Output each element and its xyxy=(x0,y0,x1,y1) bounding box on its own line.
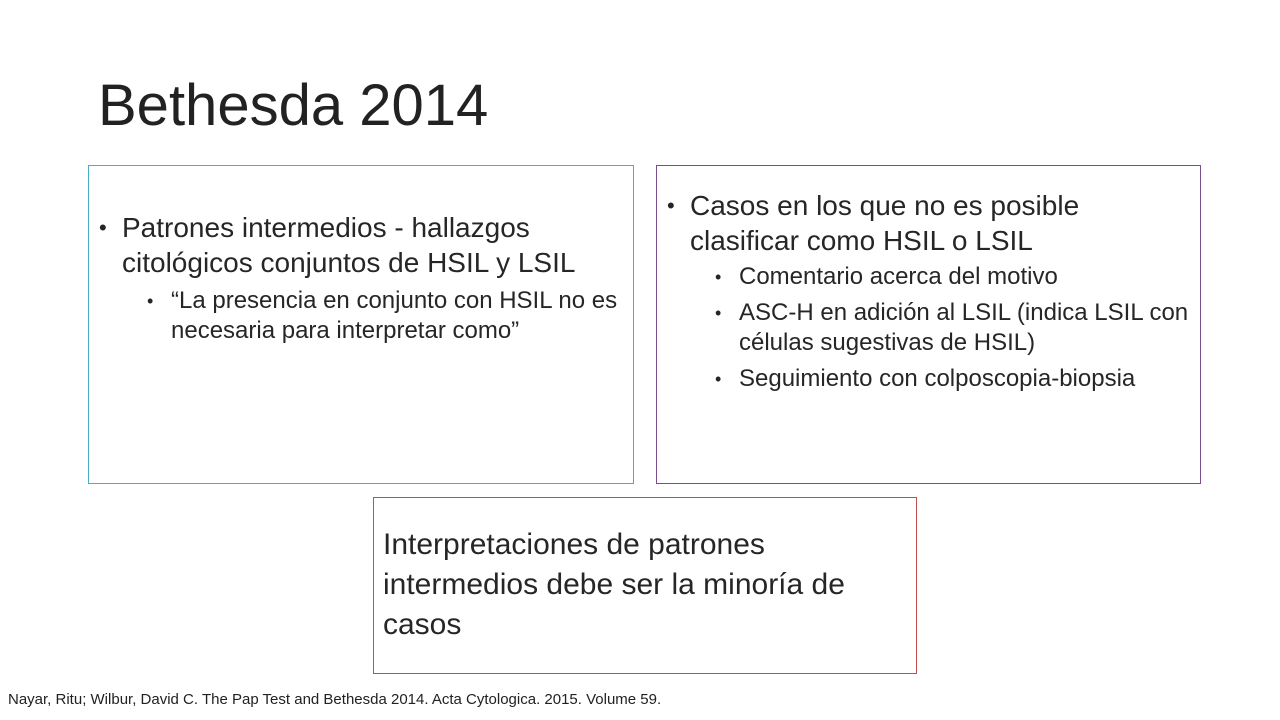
bottom-content-box xyxy=(373,497,917,674)
bullet-dot-icon: • xyxy=(715,267,722,287)
right-main-bullet xyxy=(657,188,1192,258)
right-sub-bullet xyxy=(657,298,1192,362)
bullet-dot-icon: • xyxy=(667,193,675,218)
right-sub-bullet-text: Seguimiento con colposcopia-biopsia xyxy=(739,365,1136,392)
right-content-box xyxy=(656,165,1201,484)
citation-text: Nayar, Ritu; Wilbur, David C. The Pap Test and Bethesda 2014. Acta Cytologica. 2015. Volume 59. xyxy=(8,691,662,708)
bullet-dot-icon: • xyxy=(715,369,722,389)
right-sub-bullet-text: ASC-H en adición al LSIL (indica LSIL con células sugestivas de HSIL) xyxy=(739,299,1189,356)
right-sub-bullet xyxy=(657,262,1192,296)
bullet-dot-icon: • xyxy=(715,303,722,323)
right-bullet-list xyxy=(657,188,1192,398)
bullet-dot-icon: • xyxy=(147,291,154,311)
left-main-bullet xyxy=(89,210,625,280)
left-main-bullet-text: Patrones intermedios - hallazgos citológicos conjuntos de HSIL y LSIL xyxy=(122,212,576,278)
right-sub-bullet-text: Comentario acerca del motivo xyxy=(739,263,1058,290)
right-main-bullet-text: Casos en los que no es posible clasificar como HSIL o LSIL xyxy=(690,190,1080,256)
left-content-box xyxy=(88,165,634,484)
left-bullet-list xyxy=(89,210,625,346)
bullet-dot-icon: • xyxy=(99,215,107,240)
bottom-box-text: Interpretaciones de patrones intermedios debe ser la minoría de casos xyxy=(383,528,845,641)
left-sub-bullet-text: “La presencia en conjunto con HSIL no es necesaria para interpretar como” xyxy=(171,287,618,344)
right-sub-bullet xyxy=(657,364,1192,398)
slide-title: Bethesda 2014 xyxy=(98,73,489,138)
left-sub-bullet xyxy=(89,286,625,346)
